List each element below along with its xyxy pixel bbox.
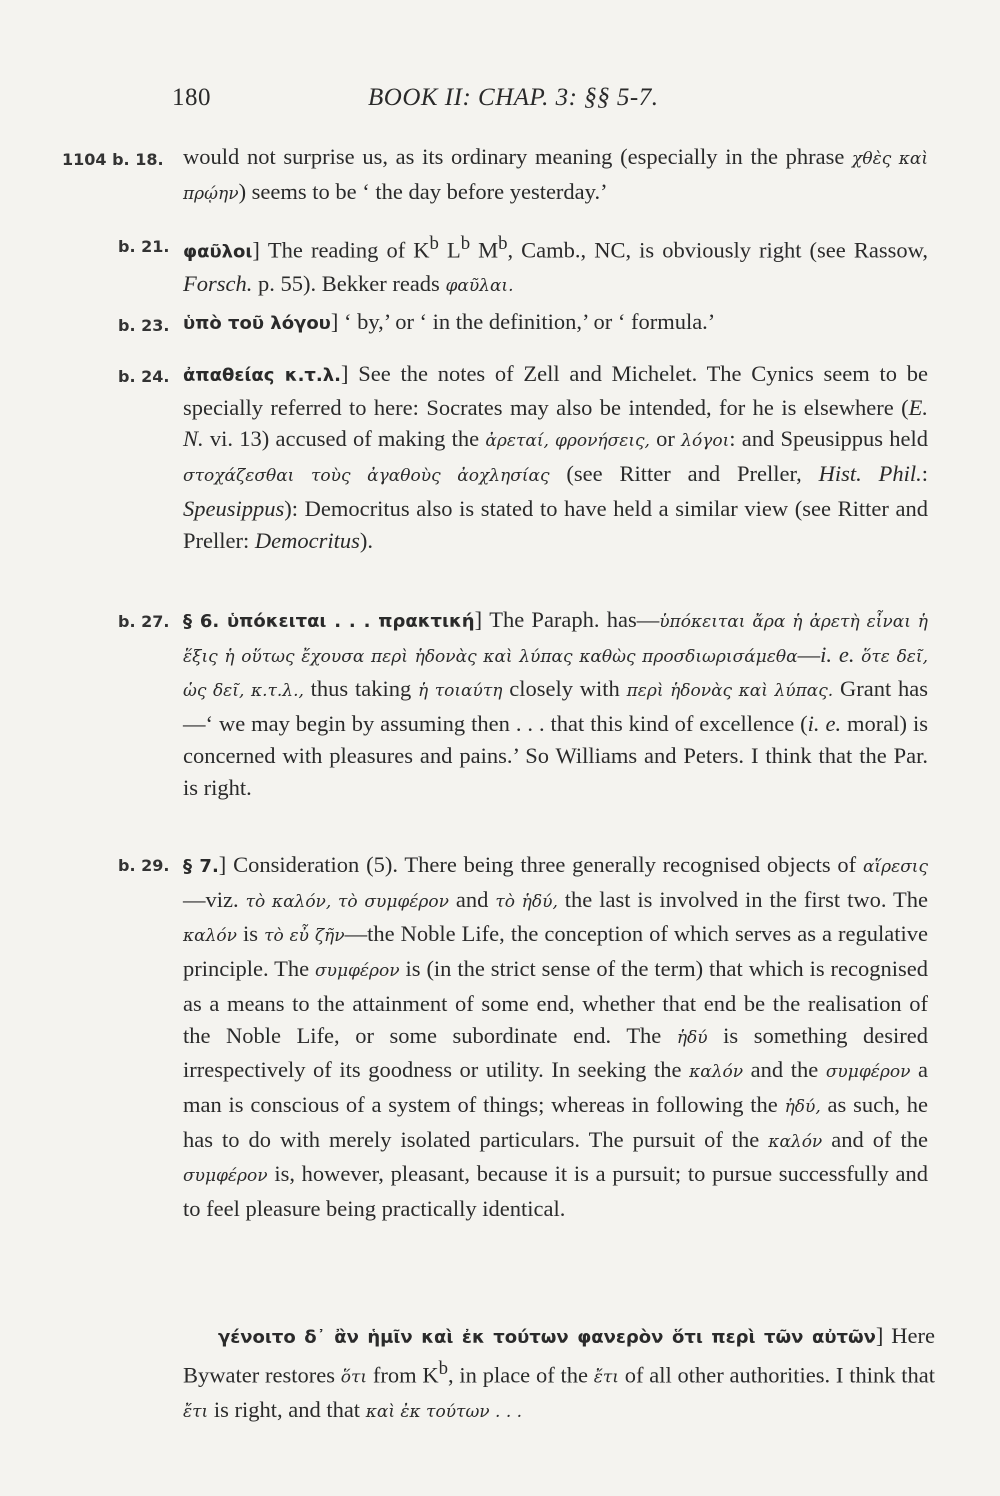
greek-text: τὸ εὖ ζῆν xyxy=(264,926,345,947)
note-text: is xyxy=(236,921,265,947)
note-paragraph xyxy=(183,141,928,210)
italic-citation: Democritus xyxy=(254,527,360,553)
greek-text: καὶ ἐκ τούτων . . . xyxy=(365,1401,523,1422)
note-paragraph xyxy=(183,604,928,803)
note-text: vi. 13) accused of making the xyxy=(203,426,486,452)
greek-text: συμφέρον xyxy=(183,1166,268,1187)
note-paragraph xyxy=(183,306,928,340)
greek-text: συμφέρον xyxy=(315,961,400,982)
superscript: b xyxy=(429,233,439,254)
note-text: as such, he has to do with merely isolated particulars. The pursuit of the xyxy=(183,1091,928,1152)
note-text: —the Noble Life, the conception of which serves as a regulative principle. The xyxy=(183,921,929,982)
note-text: M xyxy=(470,237,499,263)
greek-text: λόγοι xyxy=(681,431,730,452)
note-text: : and Speusippus held xyxy=(729,426,928,452)
note-text: ): Democritus also is stated to have held a similar view (see Ritter and Preller: xyxy=(183,495,928,553)
note-text: —viz. xyxy=(183,886,246,912)
greek-text: ἡδύ, xyxy=(784,1096,821,1117)
greek-text: ἀρεταί, φρονήσεις, xyxy=(485,431,650,452)
line-reference: 1104 b. 18. xyxy=(62,150,164,169)
note-text: from K xyxy=(367,1362,439,1388)
line-reference: b. 21. xyxy=(118,237,170,256)
note-text: closely with xyxy=(502,676,627,702)
note-paragraph xyxy=(183,1320,935,1428)
note-text: the last is involved in the first two. The xyxy=(557,886,928,912)
note-text: ] Consideration (5). There being three generally recognised objects of xyxy=(218,852,863,877)
lemma: § 7. xyxy=(183,856,219,877)
note-text: is, however, pleasant, because it is a pursuit; to pursue successfully and to feel pleasure being practically identical. xyxy=(183,1161,928,1222)
superscript: b xyxy=(498,233,508,254)
note-text: ). xyxy=(359,527,373,553)
note-text: ] Here Bywater restores xyxy=(183,1323,935,1388)
note-text: is right, and that xyxy=(208,1396,366,1422)
note-text: a man is conscious of a system of things; whereas in following the xyxy=(183,1057,928,1117)
note-text: moral) is concerned with pleasures and pains.’ So Williams and Peters. I think that the Par. is right. xyxy=(183,711,928,800)
greek-text: χθὲς καὶ πρῴην xyxy=(183,149,928,204)
greek-text: ἔτι xyxy=(593,1367,619,1388)
note-text: — xyxy=(797,641,821,667)
note-text: would not surprise us, as its ordinary meaning (especially in the phrase xyxy=(183,144,853,169)
italic-citation: Forsch. xyxy=(183,271,253,297)
superscript: b xyxy=(438,1358,449,1379)
superscript: b xyxy=(460,233,471,254)
note-text: and of the xyxy=(822,1126,928,1152)
note-text: , in place of the xyxy=(448,1362,594,1388)
note-text: is something desired irrespectively of its goodness or utility. In seeking the xyxy=(183,1022,928,1083)
line-reference: b. 23. xyxy=(118,316,170,335)
note-text: ] The Paraph. has— xyxy=(474,607,660,632)
note-text: ) seems to be ‘ the day before yesterday.’ xyxy=(238,178,608,204)
note-text: of all other authorities. I think that xyxy=(618,1362,935,1388)
italic-citation: Hist. Phil. xyxy=(818,461,922,487)
note-text: thus taking xyxy=(303,676,418,702)
note-text: or xyxy=(649,426,682,452)
running-title: BOOK II: CHAP. 3: §§ 5-7. xyxy=(368,84,659,111)
greek-text: καλόν xyxy=(689,1062,744,1083)
note-paragraph xyxy=(183,228,928,303)
italic-citation: Speusippus xyxy=(183,495,285,521)
greek-text: ὅτε δεῖ, ὡς δεῖ, κ.τ.λ., xyxy=(183,646,928,702)
greek-text: τὸ καλόν, τὸ συμφέρον xyxy=(245,891,449,912)
note-text: , Camb., NC, is obviously right (see Rassow, xyxy=(507,237,928,263)
note-text: ] ‘ by,’ or ‘ in the definition,’ or ‘ formula.’ xyxy=(330,309,716,334)
note-text: (see Ritter and Preller, xyxy=(549,461,819,487)
lemma: φαῦλοι xyxy=(183,241,253,263)
greek-text: ἡδύ xyxy=(676,1027,708,1048)
lemma: § 6. ὑπόκειται . . . πρακτική xyxy=(183,611,475,632)
note-text: is (in the strict sense of the term) that which is recognised as a means to the attainment of some end, whether that end be the realisation of the Noble Life, or some subordinate end. The xyxy=(183,956,928,1048)
note-text: and xyxy=(448,886,496,912)
note-text: and the xyxy=(743,1057,826,1083)
greek-text: ὅτι xyxy=(340,1367,368,1388)
italic-abbrev: i. e. xyxy=(807,711,842,737)
greek-text: στοχάζεσθαι τοὺς ἀγαθοὺς ἀοχλησίας xyxy=(183,466,550,487)
greek-text: φαῦλαι. xyxy=(445,276,514,297)
line-reference: b. 29. xyxy=(118,856,170,875)
note-text: ] The reading of K xyxy=(252,237,430,263)
greek-text: καλόν xyxy=(768,1131,823,1152)
greek-text: αἵρεσις xyxy=(862,857,928,877)
page-number: 180 xyxy=(172,84,211,111)
greek-text: συμφέρον xyxy=(825,1062,911,1083)
greek-text: τὸ ἡδύ, xyxy=(495,891,558,912)
note-text: : xyxy=(921,461,928,487)
note-text: Grant has—‘ we may begin by assuming then . . . that this kind of excellence ( xyxy=(183,676,928,737)
greek-text: ἡ τοιαύτη xyxy=(418,681,503,702)
line-reference: b. 24. xyxy=(118,367,170,386)
note-paragraph xyxy=(183,358,928,556)
note-text: L xyxy=(438,237,461,263)
note-text: ] See the notes of Zell and Michelet. The Cynics seem to be specially referred to here: Socrates may also be intended, for he is elsewhere ( xyxy=(183,361,929,420)
greek-text: ὑπόκειται ἄρα ἡ ἀρετὴ εἶναι ἡ ἕξις ἡ οὕτως ἔχουσα περὶ ἡδονὰς καὶ λύπας καθὼς προσδιωρισάμεθα xyxy=(183,612,928,667)
lemma: ἀπαθείας κ.τ.λ. xyxy=(183,365,341,386)
line-reference: b. 27. xyxy=(118,612,170,631)
italic-abbrev: i. e. xyxy=(820,641,855,667)
lemma: ὑπὸ τοῦ λόγου xyxy=(183,313,331,334)
note-text: p. 55). Bekker reads xyxy=(252,271,446,297)
italic-citation: E. N. xyxy=(183,394,928,452)
greek-text: περὶ ἡδονὰς καὶ λύπας. xyxy=(626,681,834,702)
greek-text: ἔτι xyxy=(183,1401,209,1422)
lemma: γένοιτο δ᾽ ἂν ἡμῖν καὶ ἐκ τούτων φανερὸν ὅτι περὶ τῶν αὐτῶν xyxy=(218,1327,876,1348)
greek-text: καλόν xyxy=(183,926,237,947)
note-paragraph xyxy=(183,849,928,1225)
